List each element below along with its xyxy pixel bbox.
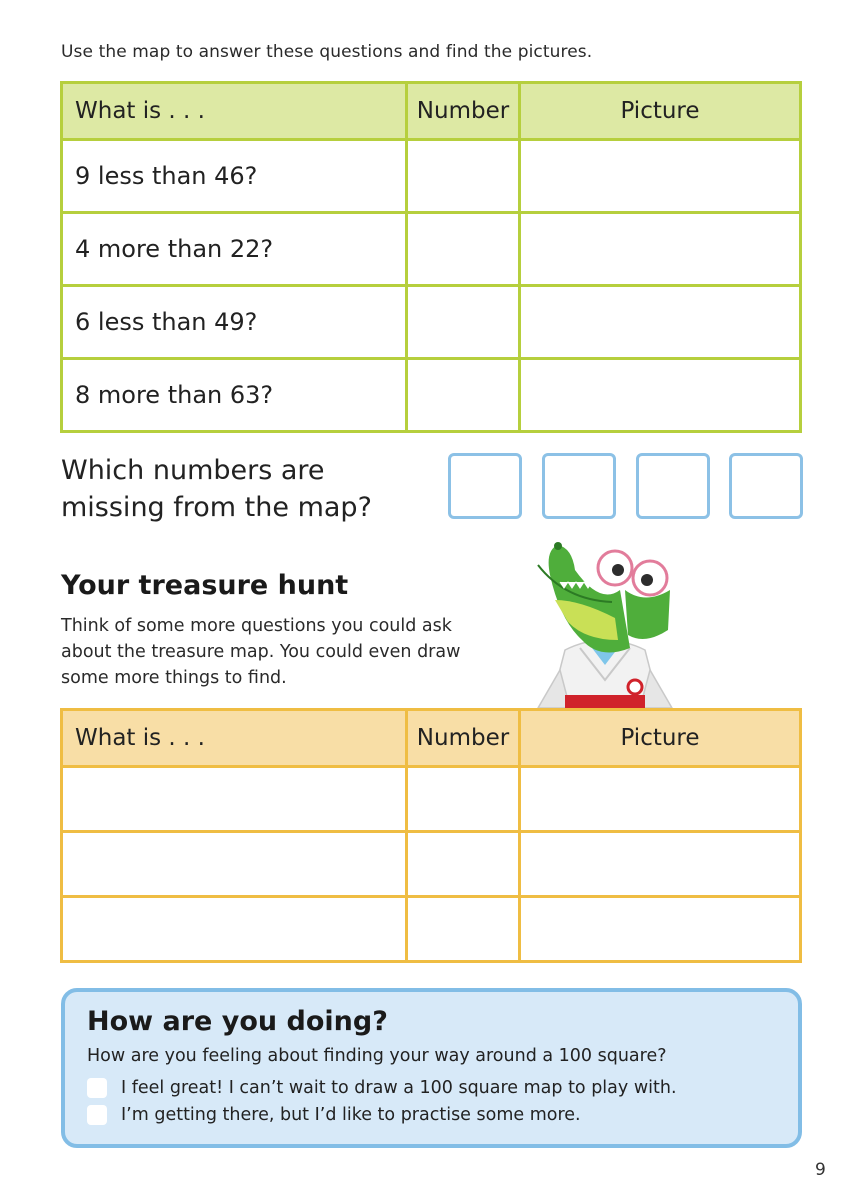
treasure-hunt-text: Think of some more questions you could ask about the treasure map. You could even draw some more things to find. xyxy=(61,616,461,688)
option-label: I’m getting there, but I’d like to practise some more. xyxy=(121,1105,581,1125)
number-answer-cell[interactable] xyxy=(407,140,520,213)
picture-answer-cell[interactable] xyxy=(520,832,801,897)
missing-number-box[interactable] xyxy=(448,453,522,519)
table-header-row xyxy=(62,710,801,767)
table-row xyxy=(62,897,801,962)
picture-answer-cell[interactable] xyxy=(520,140,801,213)
table-row xyxy=(62,140,801,213)
option-checkbox[interactable] xyxy=(87,1105,107,1125)
question-cell: 9 less than 46? xyxy=(62,140,407,213)
question-cell: 8 more than 63? xyxy=(62,359,407,432)
number-answer-cell[interactable] xyxy=(407,213,520,286)
how-are-you-doing-panel xyxy=(61,988,802,1148)
picture-answer-cell[interactable] xyxy=(520,897,801,962)
number-answer-cell[interactable] xyxy=(407,767,520,832)
number-answer-cell[interactable] xyxy=(407,359,520,432)
header-what-is: What is . . . xyxy=(62,83,407,140)
missing-number-box[interactable] xyxy=(729,453,803,519)
table-header-row xyxy=(62,83,801,140)
option-checkbox[interactable] xyxy=(87,1078,107,1098)
treasure-hunt-title: Your treasure hunt xyxy=(61,570,349,601)
picture-answer-cell[interactable] xyxy=(520,767,801,832)
header-number: Number xyxy=(407,83,520,140)
header-number: Number xyxy=(407,710,520,767)
option-practise-more xyxy=(87,1105,581,1125)
treasure-hunt-table xyxy=(60,708,802,963)
table-row xyxy=(62,286,801,359)
question-cell: 4 more than 22? xyxy=(62,213,407,286)
table-row xyxy=(62,359,801,432)
crocodile-mascot-illustration xyxy=(520,530,690,710)
table-row xyxy=(62,213,801,286)
panel-title: How are you doing? xyxy=(87,1006,388,1037)
picture-answer-cell[interactable] xyxy=(520,213,801,286)
question-answer-cell[interactable] xyxy=(62,897,407,962)
picture-answer-cell[interactable] xyxy=(520,286,801,359)
panel-question: How are you feeling about finding your way around a 100 square? xyxy=(87,1046,667,1066)
missing-number-box[interactable] xyxy=(542,453,616,519)
page-number: 9 xyxy=(815,1160,826,1180)
question-answer-cell[interactable] xyxy=(62,767,407,832)
missing-number-box[interactable] xyxy=(636,453,710,519)
header-what-is: What is . . . xyxy=(62,710,407,767)
number-answer-cell[interactable] xyxy=(407,897,520,962)
question-answer-cell[interactable] xyxy=(62,832,407,897)
option-label: I feel great! I can’t wait to draw a 100 square map to play with. xyxy=(121,1078,677,1098)
header-picture: Picture xyxy=(520,83,801,140)
picture-answer-cell[interactable] xyxy=(520,359,801,432)
question-cell: 6 less than 49? xyxy=(62,286,407,359)
option-feel-great xyxy=(87,1078,677,1098)
number-answer-cell[interactable] xyxy=(407,286,520,359)
questions-table xyxy=(60,81,802,433)
missing-numbers-question: Which numbers are missing from the map? xyxy=(61,455,372,523)
table-row xyxy=(62,832,801,897)
instructions: Use the map to answer these questions and find the pictures. xyxy=(61,42,593,62)
table-row xyxy=(62,767,801,832)
number-answer-cell[interactable] xyxy=(407,832,520,897)
header-picture: Picture xyxy=(520,710,801,767)
